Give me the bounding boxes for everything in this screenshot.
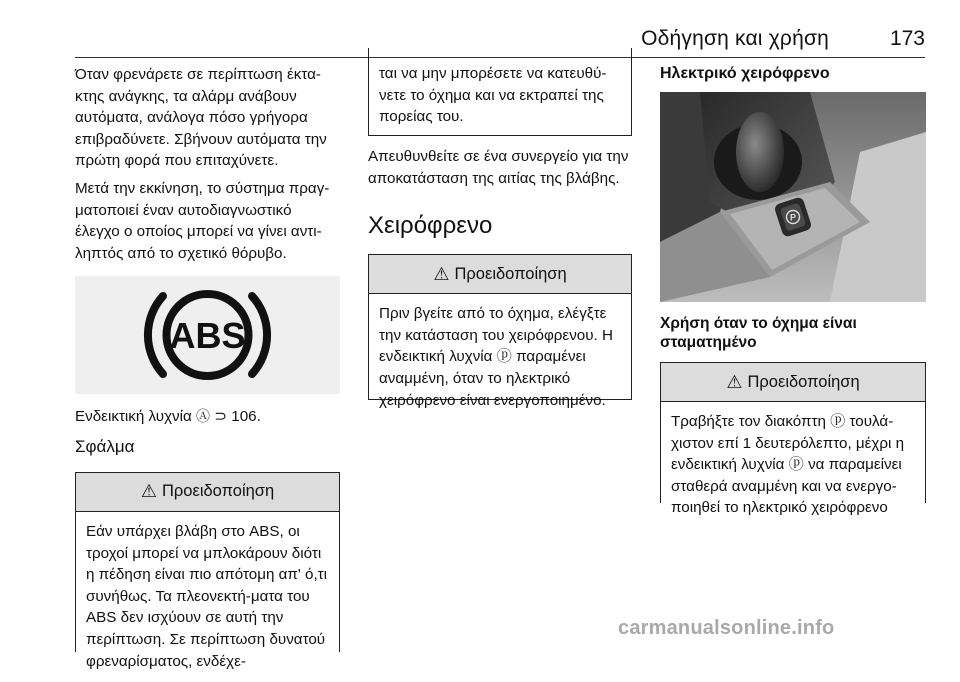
heading-electric-handbrake: Ηλεκτρικό χειρόφρενο [660, 65, 830, 82]
warning-triangle-icon: ⚠ [140, 481, 157, 502]
heading-fault: Σφάλμα [75, 436, 135, 456]
warning-header: ⚠ Προειδοποίηση [369, 255, 631, 294]
paragraph-workshop: Απευθυνθείτε σε ένα συνεργείο για την αποκατάσταση της αιτίας της βλάβης. [368, 148, 629, 187]
warning-box-electric-handbrake [660, 362, 926, 517]
abs-lamp-icon: Ⓐ [196, 408, 211, 425]
warning-triangle-icon: ⚠ [726, 371, 743, 392]
electric-parking-brake-photo [660, 92, 926, 302]
warning-text-electric-handbrake: Τραβήξτε τον διακόπτη ⓟ τουλά-χιστον επί 1 δευτερόλεπτο, μέχρι η ενδεικτική λυχνία ⓟ να παραμείνει σταθερά αναμμένη και να ενεργο-ποιηθεί το ηλεκτρικό χειρόφρενο [671, 413, 905, 517]
page-number: 173 [889, 27, 925, 50]
warning-box-abs [75, 472, 340, 670]
abs-icon-text: ABS [169, 315, 246, 357]
column-3 [660, 64, 926, 517]
warning-header: ⚠ Προειδοποίηση [76, 473, 339, 512]
paragraph-emergency-braking: Όταν φρενάρετε σε περίπτωση έκτα-κτης ανάγκης, τα αλάρμ ανάβουν αυτόματα, ανάλογα πόσο γρήγορα επιβραδύνετε. Σβήνουν αυτόματα την πρώτη φορά που επιταχύνετε. [75, 66, 327, 170]
parking-brake-switch-symbol: P [789, 212, 797, 223]
watermark: carmanualsonline.info [618, 617, 835, 639]
subheading-stopped-vehicle: Χρήση όταν το όχημα είναι σταματημένο [660, 315, 857, 351]
column-1 [75, 64, 340, 670]
heading-handbrake: Χειρόφρενο [368, 212, 493, 240]
warning-box-abs-continued [368, 48, 632, 136]
column-2 [368, 64, 632, 409]
page-ref-icon: ⊃ [214, 408, 228, 426]
warning-text-handbrake: Πριν βγείτε από το όχημα, ελέγξτε την κατάσταση του χειρόφρενου. Η ενδεικτική λυχνία ⓟ παραμένει αναμμένη, όταν το ηλεκτρικό χειρόφρενο είναι ενεργοποιημένο. [379, 305, 613, 409]
warning-header: ⚠ Προειδοποίηση [661, 363, 925, 402]
warning-cont-text: ται να μην μπορέσετε να κατευθύ-νετε το όχημα και να εκτραπεί της πορείας του. [379, 65, 607, 126]
abs-warning-lamp-icon [75, 276, 340, 394]
warning-text-abs: Εάν υπάρχει βλάβη στο ABS, οι τροχοί μπορεί να μπλοκάρουν διότι η πέδηση είναι πιο απότομη απ' ό,τι συνήθως. Τα πλεονεκτή-ματα του ABS δεν ισχύουν σε αυτή την περίπτωση. Σε περίπτωση δυνατού φρεναρίσματος, ενδέχε- [86, 522, 328, 670]
warning-triangle-icon: ⚠ [433, 263, 450, 284]
lamp-reference: Ενδεικτική λυχνία Ⓐ ⊃ 106. [75, 408, 261, 426]
paragraph-self-diagnosis: Μετά την εκκίνηση, το σύστημα πραγ-ματοποιεί έναν αυτοδιαγνωστικό έλεγχο ο οποίος μπορεί να γίνει αντι-ληπτός από το σχετικό θόρυβο. [75, 179, 330, 262]
warning-box-handbrake [368, 254, 632, 409]
section-title: Οδήγηση και χρήση [641, 27, 829, 50]
